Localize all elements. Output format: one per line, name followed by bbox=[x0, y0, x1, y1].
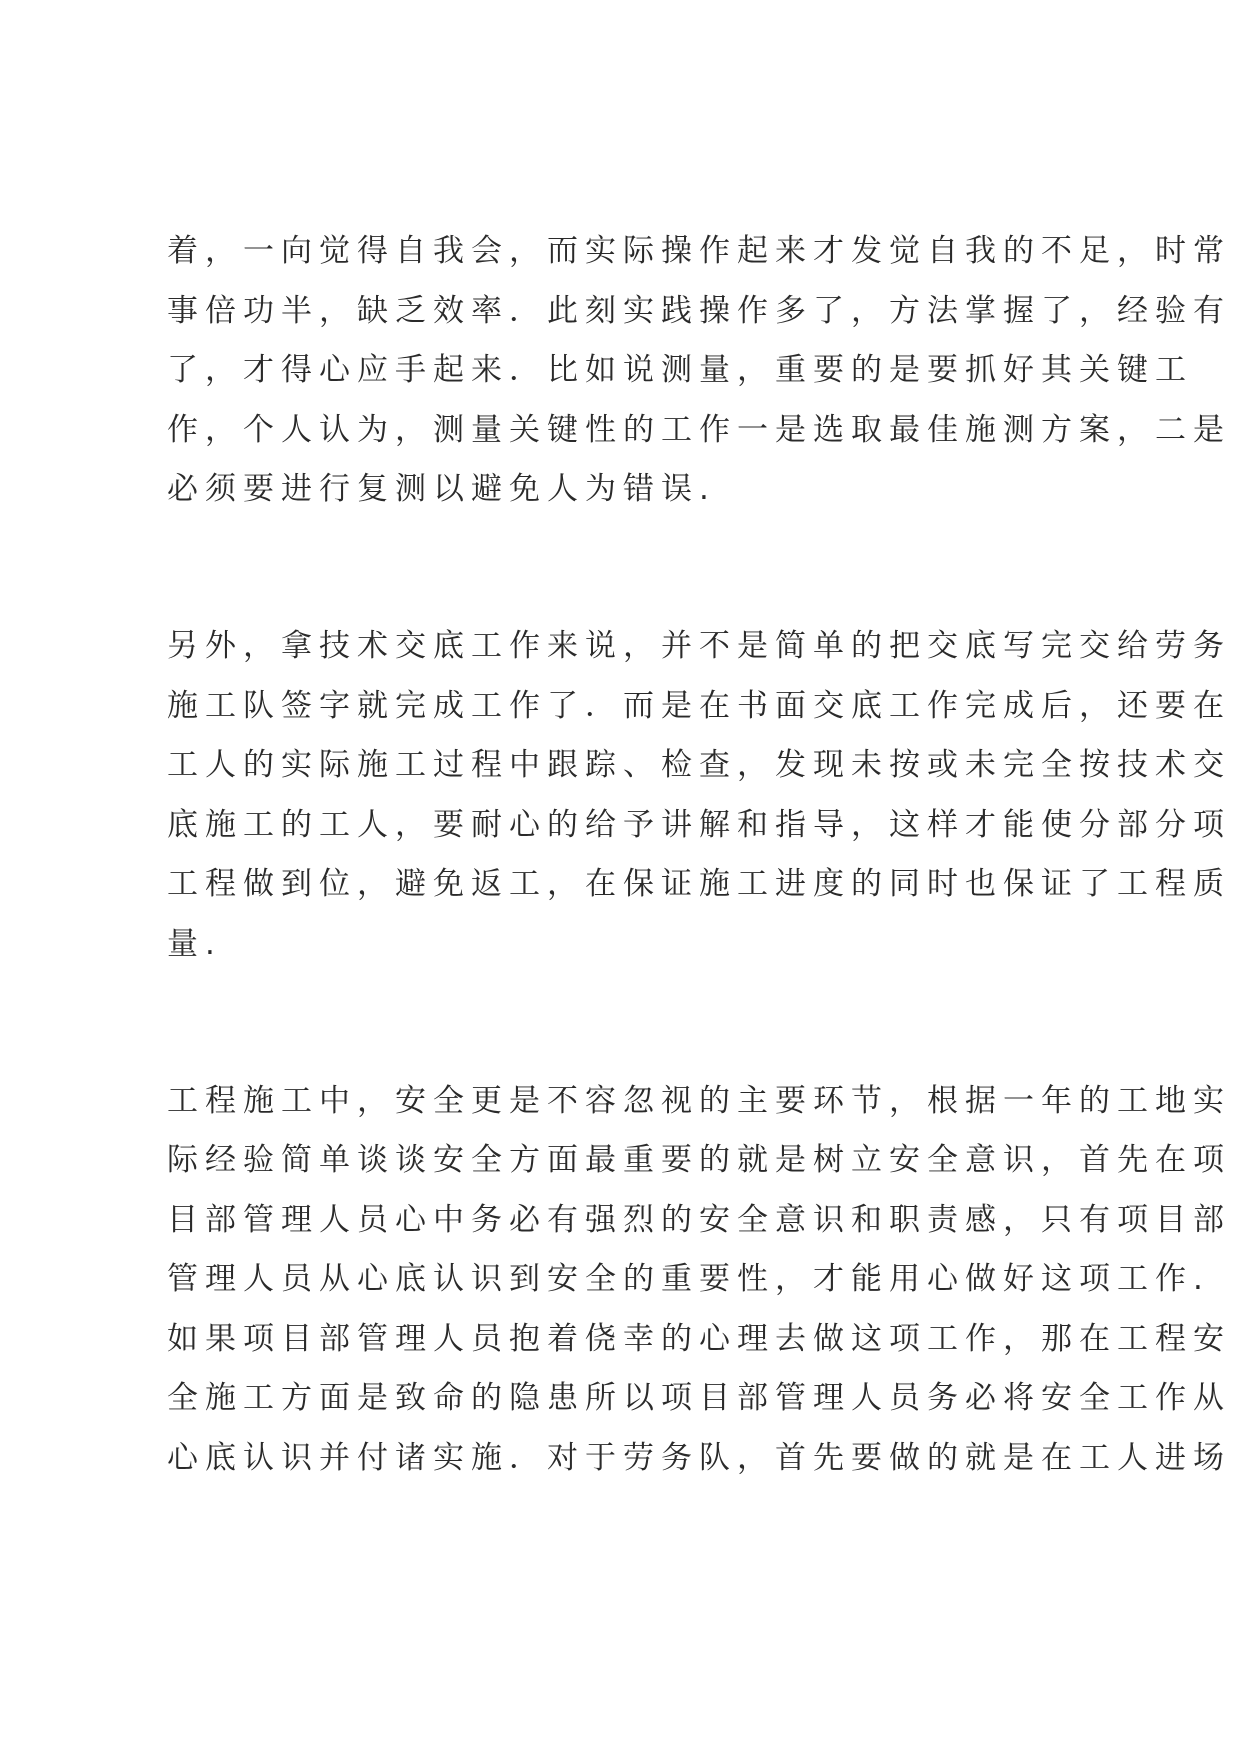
paragraph-2-line-3: 工人的实际施工过程中跟踪、检查，发现未按或未完全按技术交 bbox=[167, 747, 1231, 783]
paragraph-2-line-1: 另外，拿技术交底工作来说，并不是简单的把交底写完交给劳务 bbox=[167, 628, 1231, 664]
paragraph-3-line-7: 心底认识并付诸实施．对于劳务队，首先要做的就是在工人进场 bbox=[167, 1440, 1231, 1476]
paragraph-3-line-5: 如果项目部管理人员抱着侥幸的心理去做这项工作，那在工程安 bbox=[167, 1321, 1231, 1357]
paragraph-3-line-1: 工程施工中，安全更是不容忽视的主要环节，根据一年的工地实 bbox=[167, 1083, 1231, 1119]
paragraph-3-line-6: 全施工方面是致命的隐患所以项目部管理人员务必将安全工作从 bbox=[167, 1380, 1231, 1416]
paragraph-1-line-5: 必须要进行复测以避免人为错误. bbox=[167, 471, 716, 507]
paragraph-1-line-1: 着，一向觉得自我会，而实际操作起来才发觉自我的不足，时常 bbox=[167, 233, 1231, 269]
paragraph-2-line-5: 工程做到位，避免返工，在保证施工进度的同时也保证了工程质 bbox=[167, 866, 1231, 902]
paragraph-2-line-4: 底施工的工人，要耐心的给予讲解和指导，这样才能使分部分项 bbox=[167, 807, 1231, 843]
paragraph-1-line-4: 作，个人认为，测量关键性的工作一是选取最佳施测方案，二是 bbox=[167, 412, 1231, 448]
paragraph-2-line-2: 施工队签字就完成工作了．而是在书面交底工作完成后，还要在 bbox=[167, 688, 1231, 724]
paragraph-1-line-2: 事倍功半，缺乏效率．此刻实践操作多了，方法掌握了，经验有 bbox=[167, 293, 1231, 329]
paragraph-1-line-3: 了，才得心应手起来．比如说测量，重要的是要抓好其关键工 bbox=[167, 352, 1193, 388]
paragraph-3-line-3: 目部管理人员心中务必有强烈的安全意识和职责感，只有项目部 bbox=[167, 1202, 1231, 1238]
paragraph-3-line-2: 际经验简单谈谈安全方面最重要的就是树立安全意识，首先在项 bbox=[167, 1142, 1231, 1178]
paragraph-3-line-4: 管理人员从心底认识到安全的重要性，才能用心做好这项工作. bbox=[167, 1261, 1210, 1297]
paragraph-2-line-6: 量. bbox=[167, 926, 222, 962]
